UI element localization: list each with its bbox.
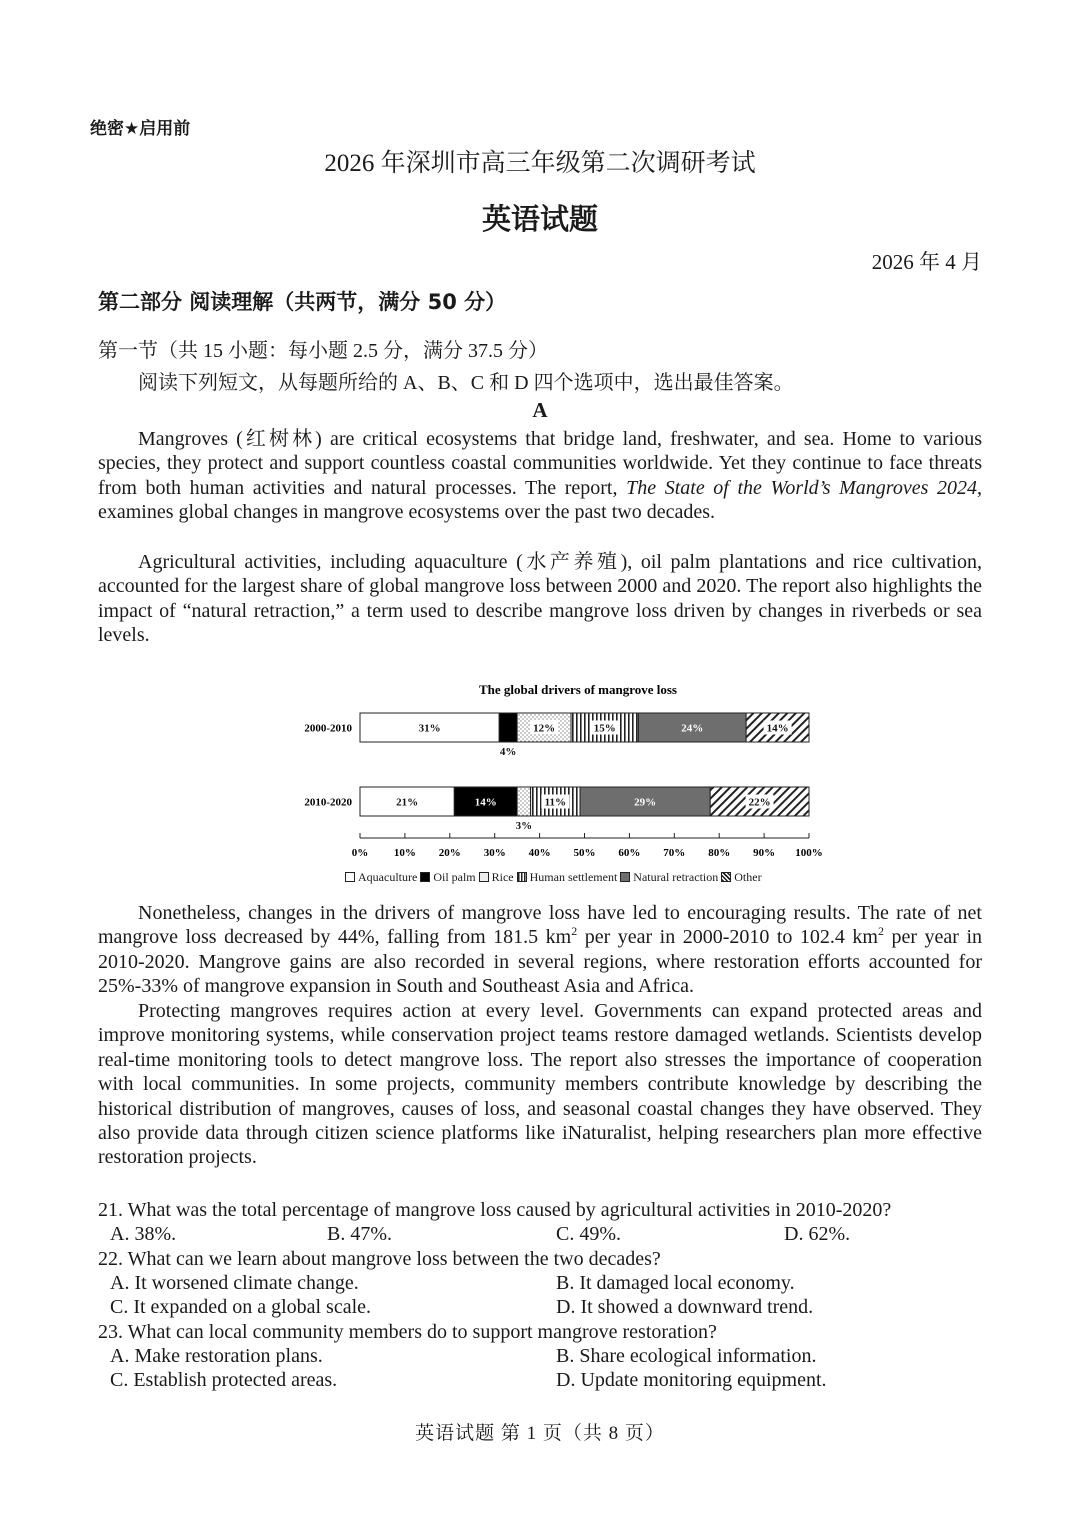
data-label-oil-palm: 4% (499, 746, 517, 758)
data-label-natural-retraction: 29% (634, 796, 657, 809)
data-label-aquaculture: 21% (396, 796, 419, 809)
passage-paragraph-1: Mangroves (红树林) are critical ecosystems that bridge land, freshwater, and sea. Home to various species, they protect and support countless coastal communities worldwide. Yet they continue to face threats from both human activities and natural processes. The report, The State of the World’s Mangroves 2024, examines global changes in mangrove ecosystems over the past two decades. (98, 428, 982, 524)
question-23-stem: 23. What can local community members do to support mangrove restoration? (98, 1321, 717, 1343)
legend-swatch-icon (517, 872, 527, 882)
page-footer: 英语试题 第 1 页（共 8 页） (415, 1423, 665, 1444)
question-22-option-c: C. It expanded on a global scale. (110, 1296, 372, 1318)
legend-other: Other (721, 870, 761, 884)
data-label-human-settlement: 11% (544, 796, 567, 809)
data-label-natural-retraction: 24% (681, 722, 704, 735)
passage-label: A (532, 398, 548, 422)
legend-oil-palm: Oil palm (420, 870, 475, 884)
legend-swatch-icon (620, 872, 630, 882)
question-23-option-a: A. Make restoration plans. (110, 1345, 323, 1367)
chart-legend (345, 870, 762, 885)
data-label-rice: 12% (533, 722, 556, 735)
passage-paragraph-2: Agricultural activities, including aquaculture (水产养殖), oil palm plantations and rice cultivation, accounted for the largest share of global mangrove loss between 2000 and 2020. The report also highlights the impact of “natural retraction,” a term used to describe mangrove loss driven by changes in riverbeds or sea levels. (98, 551, 982, 647)
x-tick-label: 80% (708, 847, 731, 859)
x-tick-label: 60% (618, 847, 641, 859)
data-label-human-settlement: 15% (593, 722, 616, 735)
part-heading: 第二部分 阅读理解（共两节，满分 50 分） (98, 290, 507, 314)
data-label-rice: 3% (515, 820, 533, 832)
bar-segment-rice (517, 787, 530, 816)
x-tick-label: 20% (438, 847, 461, 859)
x-tick-label: 70% (663, 847, 686, 859)
bar-segment-oil-palm (499, 713, 517, 742)
data-label-oil-palm: 14% (474, 796, 497, 809)
data-label-aquaculture: 31% (418, 722, 441, 735)
data-label-other: 14% (766, 722, 789, 735)
x-tick-label: 100% (795, 847, 823, 859)
legend-aquaculture: Aquaculture (345, 870, 417, 884)
passage-paragraph-4: Protecting mangroves requires action at every level. Governments can expand protected areas and improve monitoring systems, while conservation project teams restore damaged wetlands. Scientists develop real-time monitoring tools to detect mangrove loss. The report also stresses the importance of cooperation with local communities. In some projects, community members contribute knowledge by describing the historical distribution of mangroves, causes of loss, and seasonal coastal changes they have observed. They also provide data through citizen science platforms like iNaturalist, helping researchers plan more effective restoration projects. (98, 1000, 982, 1169)
question-22-option-d: D. It showed a downward trend. (556, 1296, 814, 1318)
legend-human-settlement: Human settlement (517, 870, 618, 884)
question-23-option-b: B. Share ecological information. (556, 1345, 817, 1367)
legend-swatch-icon (345, 872, 355, 882)
legend-swatch-icon (721, 872, 731, 882)
question-21-option-d: D. 62%. (784, 1223, 851, 1245)
mangrove-loss-chart (280, 676, 840, 868)
legend-natural-retraction: Natural retraction (620, 870, 718, 884)
x-tick-label: 10% (393, 847, 416, 859)
category-label: 2010-2020 (304, 796, 352, 809)
data-label-other: 22% (748, 796, 771, 809)
question-21-option-c: C. 49%. (556, 1223, 621, 1245)
category-label: 2000-2010 (304, 722, 352, 735)
instruction: 阅读下列短文，从每题所给的 A、B、C 和 D 四个选项中，选出最佳答案。 (138, 372, 794, 394)
question-23-option-d: D. Update monitoring equipment. (556, 1369, 827, 1391)
question-22-option-b: B. It damaged local economy. (556, 1272, 795, 1294)
exam-date: 2026 年 4 月 (871, 250, 982, 274)
x-tick-label: 40% (528, 847, 551, 859)
question-21-option-a: A. 38%. (110, 1223, 177, 1245)
x-tick-label: 0% (351, 847, 369, 859)
question-22-stem: 22. What can we learn about mangrove loss between the two decades? (98, 1248, 661, 1270)
subject-title: 英语试题 (481, 202, 598, 236)
passage-paragraph-3: Nonetheless, changes in the drivers of mangrove loss have led to encouraging results. The rate of net mangrove loss decreased by 44%, falling from 181.5 $km^2$ per year in 2000-2010 to 102.4 $km^2$ per year in 2010-2020. Mangrove gains are also recorded in several regions, where restoration efforts accounted for 25%-33% of mangrove expansion in South and Southeast Asia and Africa. (98, 902, 983, 998)
legend-swatch-icon (420, 872, 430, 882)
question-21-stem: 21. What was the total percentage of mangrove loss caused by agricultural activities in 2010-2020? (98, 1199, 892, 1221)
report-title: The State of the World’s Mangroves 2024 (626, 476, 977, 499)
confidential-label: 绝密★启用前 (90, 119, 191, 139)
legend-rice: Rice (479, 870, 514, 884)
question-22-option-a: A. It worsened climate change. (110, 1272, 359, 1294)
section-heading: 第一节（共 15 小题：每小题 2.5 分，满分 37.5 分） (98, 340, 548, 362)
exam-title: 2026 年深圳市高三年级第二次调研考试 (324, 150, 756, 177)
legend-swatch-icon (479, 872, 489, 882)
x-tick-label: 90% (753, 847, 776, 859)
question-23-option-c: C. Establish protected areas. (110, 1369, 338, 1391)
x-tick-label: 30% (483, 847, 506, 859)
chart-title: The global drivers of mangrove loss (478, 682, 678, 697)
question-21-option-b: B. 47%. (327, 1223, 392, 1245)
x-tick-label: 50% (573, 847, 596, 859)
